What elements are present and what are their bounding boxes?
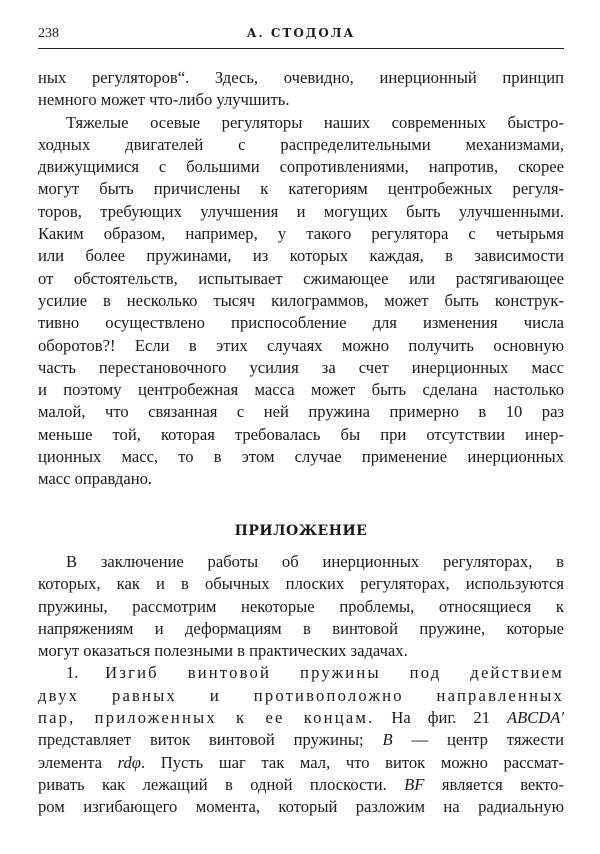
text-line: [38, 662, 564, 684]
text-line: могут быть причислены к категориям центробежных регуля-: [38, 179, 564, 199]
text-line: [38, 707, 564, 729]
text-line: тивно осуществлено приспособление для изменения числа: [38, 313, 564, 333]
text-line: [38, 729, 564, 751]
text-line: ром изгибающего момента, который разложим на радиальную: [38, 797, 564, 817]
point-label: B: [382, 730, 393, 750]
text-line: ходных двигателей с распределительными механизмами,: [38, 134, 564, 154]
text-line: немного может что-либо улучшить.: [38, 90, 290, 110]
item-heading: двух равных и противоположно направленных: [38, 685, 564, 705]
text-run: — центр тяжести: [411, 730, 564, 750]
text-line: или более пружинами, из которых каждая, в зависимости: [38, 246, 564, 266]
vector-label: BF: [404, 774, 425, 794]
running-head: А. СТОДОЛА: [246, 26, 356, 40]
text-line: ционных масс, то в этом случае применение инерционных: [38, 447, 564, 467]
text-line: часть перестановочного усилия за счет инерционных масс: [38, 357, 564, 377]
text-line: меньше той, которая требовалась бы при отсутствии инер-: [38, 424, 564, 444]
text-line: которых, как и в обычных плоских регуляторах, используются: [38, 574, 564, 594]
text-line: В заключение работы об инерционных регуляторах, в: [66, 551, 564, 571]
text-run: На фиг. 21: [391, 708, 490, 728]
text-line: усилие в несколько тысяч килограммов, может быть конструк-: [38, 290, 564, 310]
paragraph-appendix-intro: [38, 551, 564, 662]
text-run: . Пусть шаг так мал, что виток можно рассмат-: [141, 752, 564, 772]
text-line: Каким образом, например, у такого регулятора с четырьмя: [38, 224, 564, 244]
text-run: ривать как лежащий в одной плоскости.: [38, 774, 387, 794]
text-line: движущимися с большими сопротивлениями, напротив, скорее: [38, 157, 564, 177]
text-run: представляет виток винтовой пружины;: [38, 730, 364, 750]
text-line: могут оказаться полезными в практических задачах.: [38, 641, 408, 661]
paragraph-regulators: [38, 112, 564, 491]
text-line: [38, 752, 564, 774]
page-number: 238: [38, 26, 59, 41]
text-line: пружины, рассмотрим некоторые проблемы, относящиеся к: [38, 596, 564, 616]
text-line: малой, что связанная с ней пружина примерно в 10 раз: [38, 402, 564, 422]
element-symbol: rdφ: [117, 752, 141, 772]
body-text: [38, 67, 564, 819]
text-line: и поэтому центробежная масса может быть сделана настолько: [38, 380, 564, 400]
section-heading: ПРИЛОЖЕНИЕ: [234, 522, 368, 539]
paragraph-item-1: [38, 662, 564, 818]
page-header: [38, 22, 564, 49]
text-run: элемента: [38, 752, 103, 772]
text-line: напряжениям и деформациям в винтовой пружине, которые: [38, 618, 564, 638]
paragraph-continuation: [38, 67, 564, 112]
text-line: масс оправдано.: [38, 469, 153, 489]
figure-label: ABCDA': [506, 708, 564, 728]
text-line: [38, 774, 564, 796]
item-number: 1.: [66, 663, 79, 683]
text-line: торов, требующих улучшения и могущих быть улучшенными.: [38, 201, 564, 221]
text-line: Тяжелые осевые регуляторы наших современных быстро-: [66, 112, 564, 132]
item-heading: Изгиб винтовой пружины под действием: [105, 663, 564, 683]
text-run: является векто-: [441, 774, 565, 794]
item-heading: пар, приложенных к ее концам.: [38, 708, 375, 728]
text-line: от обстоятельств, испытывает сжимающее или растягивающее: [38, 268, 564, 288]
text-line: ных регуляторов“. Здесь, очевидно, инерционный принцип: [38, 68, 564, 87]
text-line: оборотов?! Если в этих случаях можно получить основную: [38, 335, 564, 355]
book-page: [38, 22, 564, 819]
